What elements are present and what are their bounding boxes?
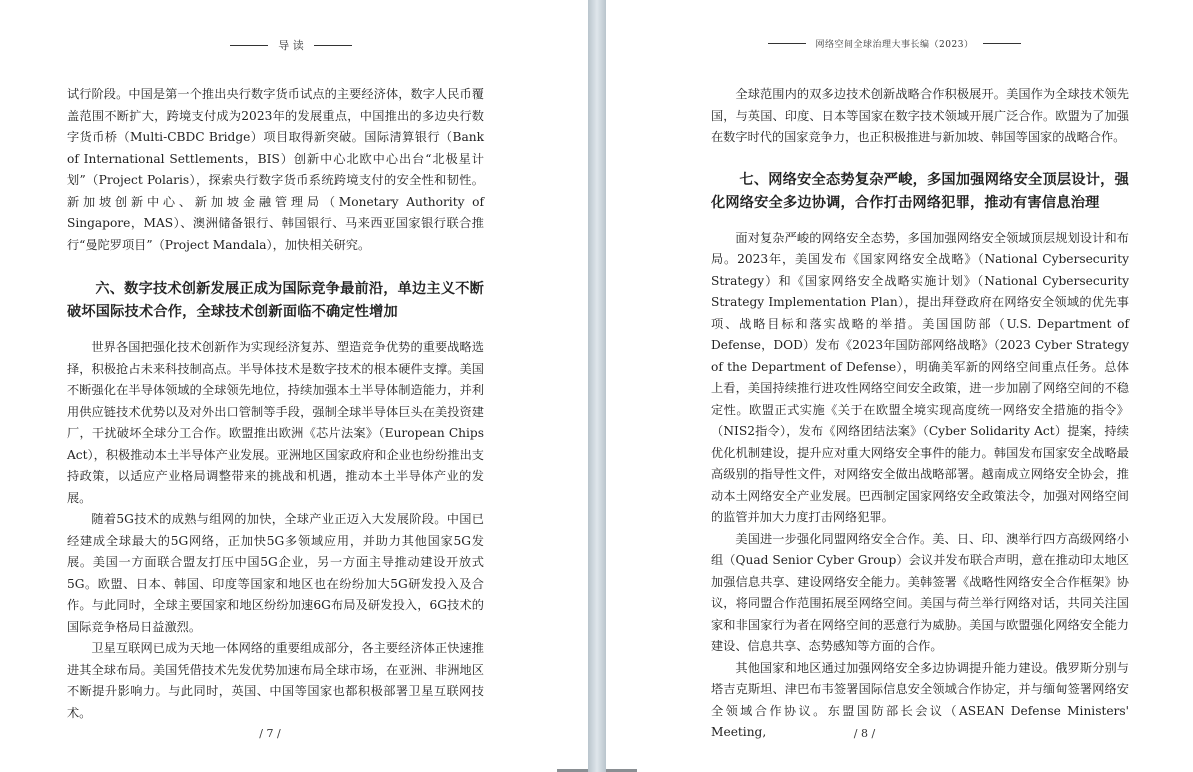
left-body — [67, 84, 484, 724]
left-header-title: 导 读 — [278, 39, 304, 52]
header-rule-right — [983, 43, 1021, 44]
left-page — [0, 0, 588, 772]
right-body — [711, 84, 1129, 744]
right-page-number: / 8 / — [853, 727, 876, 740]
paragraph: 美国进一步强化同盟网络安全合作。美、日、印、澳举行四方高级网络小组（Quad Senior Cyber Group）会议并发布联合声明，意在推动印太地区加强信息共享、建设网络安全能力。美韩签署《战略性网络安全合作框架》协议，将同盟合作范围拓展至网络空间。美国与荷兰举行网络对话，共同关注国家和非国家行为者在网络空间的恶意行为威胁。美国与欧盟强化网络安全能力建设、信息共享、态势感知等方面的合作。 — [711, 531, 1129, 653]
section-heading-7: 七、网络安全态势复杂严峻，多国加强网络安全顶层设计，强化网络安全多边协调，合作打击网络犯罪，推动有害信息治理 — [711, 171, 1129, 211]
paragraph: 面对复杂严峻的网络安全态势，多国加强网络安全领域顶层规划设计和布局。2023年，美国发布《国家网络安全战略》（National Cybersecurity Strategy）和《国家网络安全战略实施计划》（National Cybersecurity Strategy Implementation Plan），提出拜登政府在网络安全领域的优先事项、战略目标和落实战略的举措。美国国防部（U.S. Department of Defense，DOD）发布《2023年国防部网络战略》（2023 Cyber Strategy of the Department of Defense），明确美军新的网络空间重点任务。总体上看，美国持续推行进攻性网络空间安全政策，进一步加剧了网络空间的不稳定性。欧盟正式实施《关于在欧盟全境实现高度统一网络安全措施的指令》（NIS2指令），发布《网络团结法案》（Cyber Solidarity Act）提案，持续优化机制建设，提升应对重大网络安全事件的能力。韩国发布国家安全战略最高级别的指导性文件，对网络安全做出战略部署。越南成立网络安全协会，推动本土网络安全产业发展。巴西制定国家网络安全政策法令，加强对网络空间的监管并加大力度打击网络犯罪。 — [711, 230, 1129, 524]
right-header-title: 网络空间全球治理大事长编（2023） — [815, 40, 974, 50]
paragraph: 卫星互联网已成为天地一体网络的重要组成部分，各主要经济体正快速推进其全球布局。美国凭借技术先发优势加速布局全球市场，在亚洲、非洲地区不断提升影响力。与此同时，英国、中国等国家也都积极部署卫星互联网技术。 — [67, 641, 484, 720]
paragraph: 全球范围内的双多边技术创新战略合作积极展开。美国作为全球技术领先国，与英国、印度、日本等国家在数字技术领域开展广泛合作。欧盟为了加强在数字时代的国家竞争力，也正积极推进与新加坡、韩国等国家的战略合作。 — [711, 87, 1129, 144]
book-gutter — [588, 0, 606, 772]
paragraph: 世界各国把强化技术创新作为实现经济复苏、塑造竞争优势的重要战略选择，积极抢占未来科技制高点。半导体技术是数字技术的根本硬件支撑。美国不断强化在半导体领域的全球领先地位，持续加强本土半导体制造能力，并利用供应链技术优势以及对外出口管制等手段，强制全球半导体巨头在美投资建厂，干扰破坏全球分工合作。欧盟推出欧洲《芯片法案》（European Chips Act），积极推动本土半导体产业发展。亚洲地区国家政府和企业也纷纷推出支持政策，以适应产业格局调整带来的挑战和机遇，推动本土半导体产业的发展。 — [67, 340, 484, 505]
left-running-header — [0, 37, 588, 53]
header-rule-left — [768, 43, 806, 44]
header-rule-left — [230, 45, 268, 46]
left-page-number: / 7 / — [259, 727, 281, 740]
paragraph: 试行阶段。中国是第一个推出央行数字货币试点的主要经济体，数字人民币覆盖范围不断扩大，跨境支付成为2023年的发展重点，中国推出的多边央行数字货币桥（Multi-CBDC Bridge）项目取得新突破。国际清算银行（Bank of International Settlements，BIS）创新中心北欧中心出台“北极星计划”（Project Polaris），探索央行数字货币系统跨境支付的安全性和韧性。新加坡创新中心、新加坡金融管理局（Monetary Authority of Singapore，MAS）、澳洲储备银行、韩国银行、马来西亚国家银行联合推行“曼陀罗项目”（Project Mandala），加快相关研究。 — [67, 87, 484, 252]
paragraph: 其他国家和地区通过加强网络安全多边协调提升能力建设。俄罗斯分别与塔吉克斯坦、津巴布韦签署国际信息安全领域合作协定，并与缅甸签署网络安全领域合作协议。东盟国防部长会议（ASEAN Defense Ministers' Meeting, — [711, 660, 1129, 739]
header-rule-right — [314, 45, 352, 46]
section-heading-6: 六、数字技术创新发展正成为国际竞争最前沿，单边主义不断破坏国际技术合作，全球技术创新面临不确定性增加 — [67, 281, 484, 320]
paragraph: 随着5G技术的成熟与组网的加快，全球产业正迈入大发展阶段。中国已经建成全球最大的5G网络，正加快5G多领域应用，并助力其他国家5G发展。美国一方面联合盟友打压中国5G企业，另一方面主导推动建设开放式5G。欧盟、日本、韩国、印度等国家和地区也在纷纷加大5G研发投入及合作。与此同时，全球主要国家和地区纷纷加速6G布局及研发投入，6G技术的国际竞争格局日益激烈。 — [67, 512, 484, 634]
right-page — [606, 0, 1193, 772]
right-running-header — [606, 37, 1193, 50]
